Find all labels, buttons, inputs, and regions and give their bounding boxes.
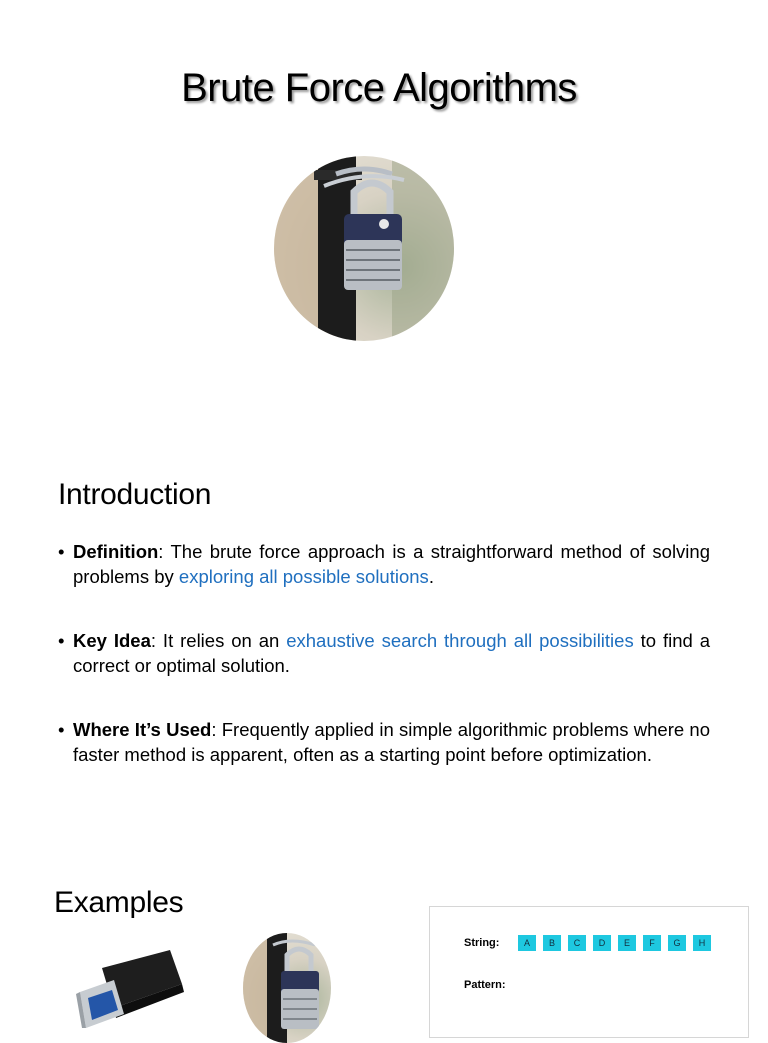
string-cell: D: [593, 935, 611, 951]
list-item: [58, 629, 710, 678]
slide-title: Brute Force Algorithms: [181, 66, 577, 110]
string-label: String:: [464, 937, 500, 949]
bullet-term: Key Idea: [73, 630, 151, 651]
string-cell: A: [518, 935, 536, 951]
introduction-list: [58, 540, 710, 807]
bullet-icon: •: [58, 630, 65, 651]
bullet-highlight: exploring all possible solutions: [178, 565, 429, 587]
bullet-text-after: .: [428, 565, 434, 587]
string-cell: H: [693, 935, 711, 951]
string-matching-figure: [429, 906, 749, 1038]
padlock-image-small: [243, 933, 331, 1043]
examples-heading: Examples: [54, 886, 184, 919]
list-item: [58, 718, 710, 767]
bullet-highlight: exhaustive search through all possibilities: [286, 630, 634, 651]
padlock-image: [274, 156, 454, 341]
pattern-label: Pattern:: [464, 979, 506, 991]
bullet-text: : The brute force approach is a straightforward method of solving problems by: [73, 541, 710, 587]
bullet-term: Where It’s Used: [73, 719, 212, 740]
string-cell: E: [618, 935, 636, 951]
list-item: [58, 540, 710, 589]
bullet-term: Definition: [73, 541, 159, 562]
string-cell: G: [668, 935, 686, 951]
string-cell: B: [543, 935, 561, 951]
bullet-text-after: to find a correct or optimal solution.: [73, 630, 711, 676]
bullet-icon: •: [58, 719, 65, 740]
bullet-text: : Frequently applied in simple algorithmic problems where no faster method is apparent, often as a starting point before optimization.: [73, 719, 710, 765]
introduction-heading: Introduction: [58, 478, 212, 511]
bullet-text: : It relies on an: [150, 630, 287, 651]
usb-adapter-image: [72, 948, 192, 1028]
string-cells: [518, 935, 711, 951]
string-cell: C: [568, 935, 586, 951]
bullet-icon: •: [58, 541, 65, 562]
string-cell: F: [643, 935, 661, 951]
